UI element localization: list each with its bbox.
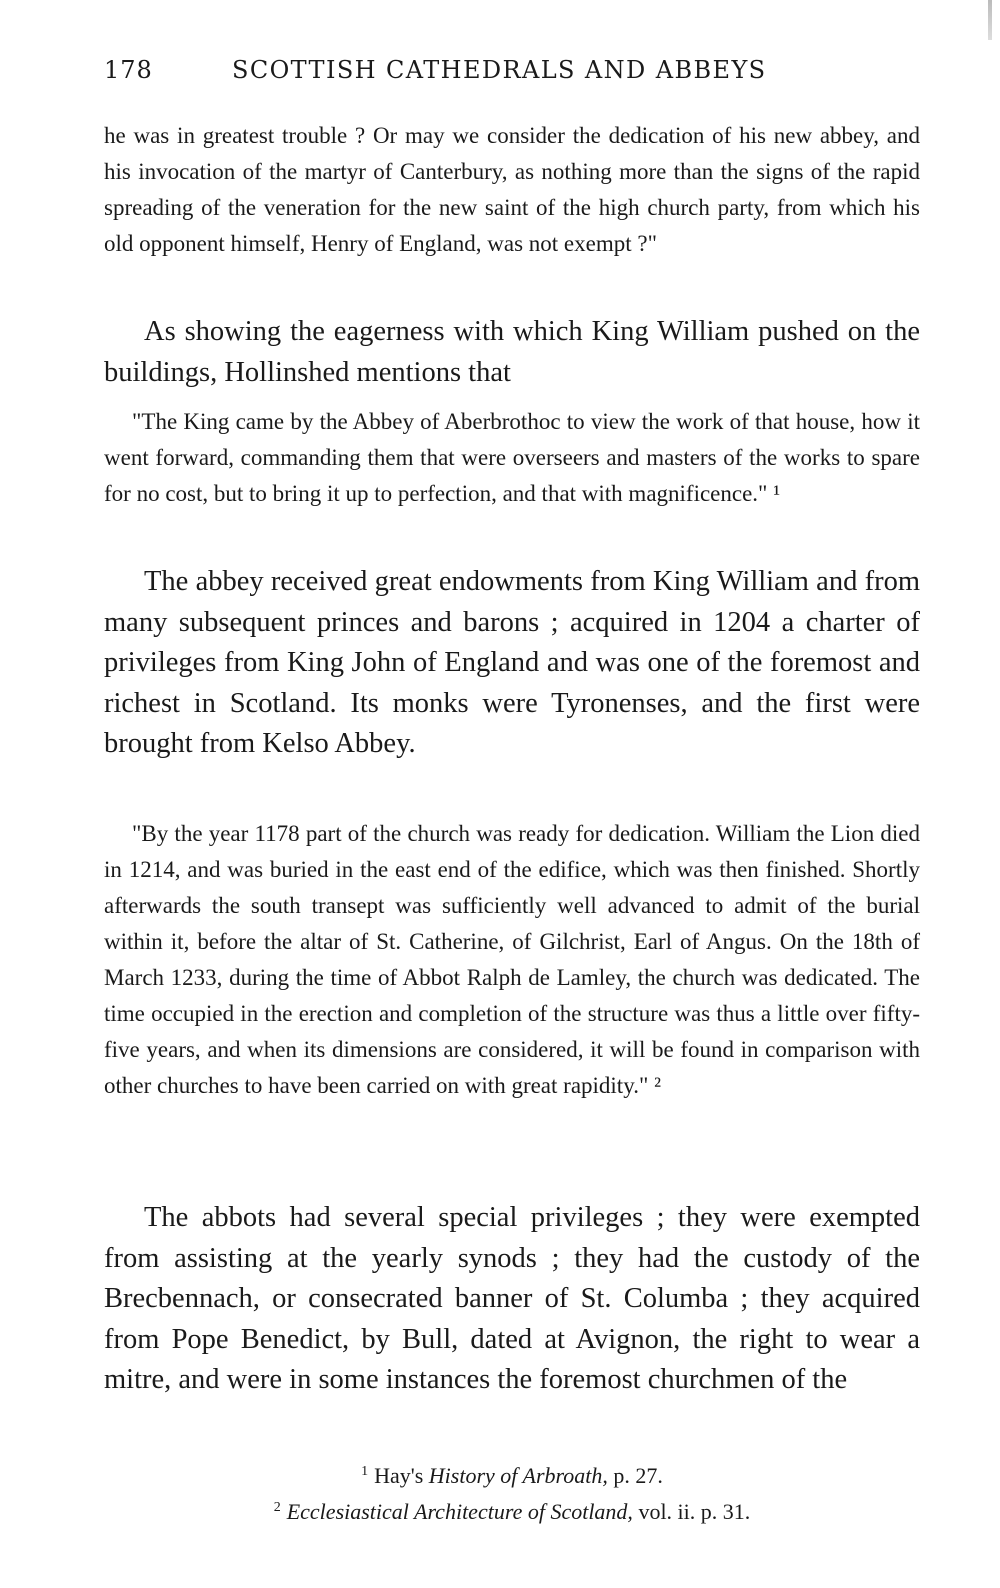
footnote-1	[104, 1456, 920, 1492]
running-head	[104, 56, 920, 90]
continued-quotation: he was in greatest trouble ? Or may we consider the dedication of his new abbey, and his invocation of the martyr of Canterbury, as nothing more than the signs of the rapid spreading of the veneration for the new saint of the high church party, from which his old opponent himself, Henry of England, was not exempt ?"	[104, 123, 920, 256]
footnote-2	[104, 1492, 920, 1528]
body-paragraph: The abbots had several special privileges ; they were exempted from assisting at the yearly synods ; they had the custody of the Brecbennach, or consecrated banner of St. Columba ; they acquired from Pope Benedict, by Bull, dated at Avignon, the right to wear a mitre, and were in some instances the foremost churchmen of the	[104, 1202, 920, 1395]
footnote-prefix: Hay's	[374, 1463, 429, 1488]
footnote-suffix: p. 27.	[607, 1463, 663, 1488]
footnote-marker: 1	[361, 1464, 369, 1479]
body-paragraph: As showing the eagerness with which King William pushed on the buildings, Hollinshed mentions that	[104, 316, 920, 388]
block-quotation: "By the year 1178 part of the church was ready for dedication. William the Lion died in 1214, and was buried in the east end of the edifice, which was then finished. Shortly afterwards the south transept was sufficiently well advanced to admit of the burial within it, before the altar of St. Catherine, of Gilchrist, Earl of Angus. On the 18th of March 1233, during the time of Abbot Ralph de Lamley, the church was dedicated. The time occupied in the erection and completion of the structure was thus a little over fifty-five years, and when its dimensions are considered, it will be found in comparison with other churches to have been carried on with great rapidity." ²	[104, 821, 920, 1098]
footnote-title: History of Arbroath,	[428, 1463, 608, 1488]
body-paragraph: The abbey received great endowments from King William and from many subsequent princes and barons ; acquired in 1204 a charter of privileges from King John of England and was one of the foremost and richest in Scotland. Its monks were Tyronenses, and the first were brought from Kelso Abbey.	[104, 566, 920, 759]
page-number: 178	[104, 56, 153, 84]
footnote-marker: 2	[273, 1500, 281, 1515]
page-edge-mark	[988, 0, 992, 40]
footnotes	[104, 1456, 920, 1528]
running-title: SCOTTISH CATHEDRALS AND ABBEYS	[232, 56, 767, 84]
footnote-suffix: vol. ii. p. 31.	[632, 1499, 751, 1524]
footnote-title: Ecclesiastical Architecture of Scotland,	[286, 1499, 633, 1524]
block-quotation: "The King came by the Abbey of Aberbrothoc to view the work of that house, how it went forward, commanding them that were overseers and masters of the works to spare for no cost, but to bring it up to perfection, and that with magnificence." ¹	[104, 409, 920, 506]
